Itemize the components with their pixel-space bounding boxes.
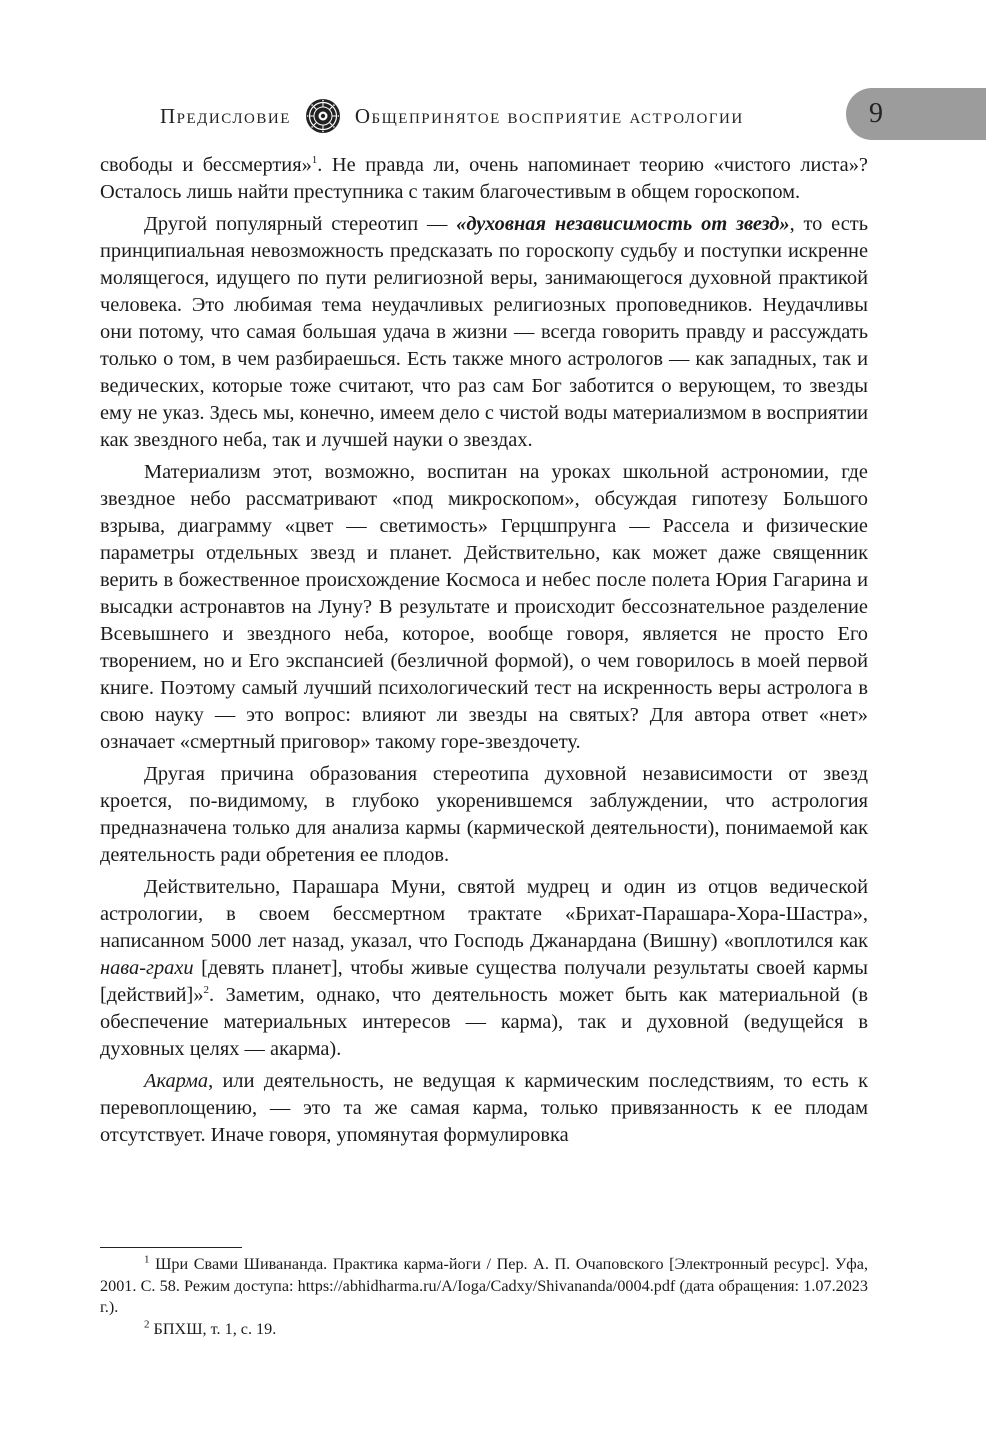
page-number: 9: [869, 98, 883, 129]
text-run: , то есть принципиальная невозможность предсказать по гороскопу судьбу и поступки искренне молящегося, идущего по пути религиозной веры, занимающегося духовной практикой человека. Это любимая тема неудачливых религиозных проповедников. Неудачливы они потому, что самая большая удача в жизни — всегда говорить правду и рассуждать только о том, в чем разбираешься. Есть также много астрологов — как западных, так и ведических, которые тоже считают, что раз сам Бог заботится о верующем, то звезды ему не указ. Здесь мы, конечно, имеем дело с чистой воды материализмом в восприятии как звездного неба, так и лучшей науки о звездах.: [100, 213, 868, 451]
paragraph: Другая причина образования стереотипа духовной независимости от звезд кроется, по-видимому, в глубоко укоренившемся заблуждении, что астрология предназначена только для анализа кармы (кармической деятельности), понимаемой как деятельность ради обретения ее плодов.: [100, 763, 868, 866]
footnotes: [100, 1254, 868, 1340]
text-run: Другой популярный стереотип —: [144, 213, 457, 235]
main-text: [100, 152, 868, 1154]
paragraph: [100, 152, 868, 206]
paragraph: [100, 1068, 868, 1149]
footnote-mark: 1: [144, 1253, 150, 1266]
footnote: [100, 1319, 868, 1341]
footnote-text: Шри Свами Шивананда. Практика карма-йоги / Пер. А. П. Очаповского [Электронный ресурс]. Уфа, 2001. С. 58. Режим доступа: https://abhidharma.ru/A/Ioga/Cadxy/Shivananda/0004.pdf (дата обращения: 1.07.2023 г.).: [100, 1255, 869, 1316]
footnote-ref: 2: [203, 984, 210, 997]
footnote-text: БПХШ, т. 1, с. 19.: [153, 1319, 277, 1338]
footnote-mark: 2: [144, 1318, 150, 1331]
emphasis: нава-грахи: [100, 957, 194, 979]
running-header: [160, 96, 840, 136]
text-run: . Заметим, однако, что деятельность может быть как материальной (в обеспечение материальных интересов — карма), так и духовной (ведущейся в духовных целях — акарма).: [100, 984, 868, 1060]
header-section-title: Предисловие: [160, 103, 291, 128]
text-run: , или деятельность, не ведущая к кармическим последствиям, то есть к перевоплощению, — это та же самая карма, только привязанность к ее плодам отсутствует. Иначе говоря, упомянутая формулировка: [100, 1070, 868, 1146]
emphasis: Акарма: [144, 1070, 209, 1092]
text-run: . Не правда ли, очень напоминает теорию «чистого листа»? Осталось лишь найти преступника с таким благочестивым в общем гороскопом.: [100, 154, 868, 203]
footnote: [100, 1254, 868, 1319]
zodiac-wheel-icon: [305, 98, 341, 134]
footnote-ref: 1: [311, 154, 318, 167]
paragraph: [100, 211, 868, 454]
paragraph: Материализм этот, возможно, воспитан на уроках школьной астрономии, где звездное небо рассматривают «под микроскопом», обсуждая гипотезу Большого взрыва, диаграмму «цвет — светимость» Герцшпрунга — Рассела и физические параметры отдельных звезд и планет. Действительно, как может даже священник верить в божественное происхождение Космоса и небес после полета Юрия Гагарина и высадки астронавтов на Луну? В результате и происходит бессознательное разделение Всевышнего и звездного неба, которое, вообще говоря, является не просто Его творением, но и Его экспансией (безличной формой), о чем говорилось в моей первой книге. Поэтому самый лучший психологический тест на искренность веры астролога в свою науку — это вопрос: влияют ли звезды на святых? Для автора ответ «нет» означает «смертный приговор» такому горе-звездочету.: [100, 461, 868, 753]
footnote-divider: [100, 1247, 242, 1248]
text-run: [девять планет], чтобы живые существа получали результаты своей кармы [действий]»: [100, 957, 868, 1006]
text-run: свободы и бессмертия»: [100, 154, 312, 176]
text-run: Действительно, Парашара Муни, святой мудрец и один из отцов ведической астрологии, в своем бессмертном трактате «Брихат-Парашара-Хора-Шастра», написанном 5000 лет назад, указал, что Господь Джанардана (Вишну) «воплотился как: [100, 876, 868, 952]
paragraph: [100, 874, 868, 1063]
emphasis: «духовная независимость от звезд»: [456, 213, 790, 235]
header-chapter-title: Общепринятое восприятие астрологии: [354, 103, 744, 128]
